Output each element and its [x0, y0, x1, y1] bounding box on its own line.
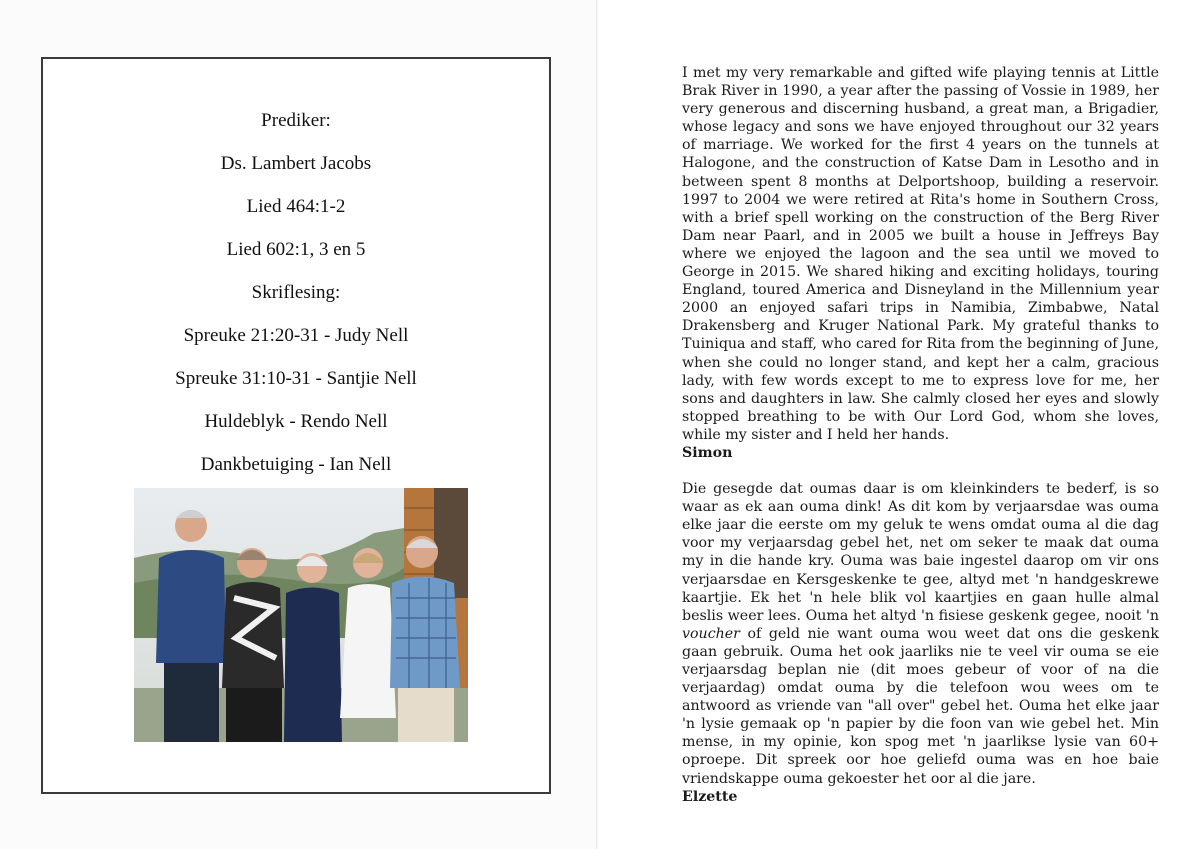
program-line-preacher-heading: Prediker:: [261, 110, 331, 131]
service-program: [43, 103, 549, 490]
tribute-elzette-text-part1: Die gesegde dat oumas daar is om kleinkinders te bederf, is so waar as ek aan ouma dink! As dit kom by verjaarsdae was ouma elke jaar die eerste om my geluk te wens omdat ouma al die dag voor my verjaarsdag gebel het, net om seker te maak dat ouma my in die hande kry. Ouma was baie ingestel daarop om vir ons verjaarsdae en Kersgeskenke te gee, altyd met 'n handgeskrewe kaartjie. Ek het 'n hele blik vol kaartjies en gaan hulle almal beslis weer lees. Ouma het altyd 'n fisiese geskenk gegee, nooit 'n: [682, 481, 1159, 624]
program-line-tribute: Huldeblyk - Rendo Nell: [204, 411, 388, 432]
program-line-hymn-1: Lied 464:1-2: [246, 196, 346, 217]
program-line-reading-1: Spreuke 21:20-31 - Judy Nell: [183, 325, 409, 346]
program-frame: [41, 57, 551, 794]
tribute-simon-signature: Simon: [682, 444, 733, 461]
family-photo: [134, 488, 468, 742]
tribute-elzette-text: [682, 480, 1159, 788]
program-line-thanks: Dankbetuiging - Ian Nell: [200, 454, 392, 475]
family-photo-illustration: [134, 488, 468, 742]
left-page: [0, 0, 598, 849]
paragraph-gap: [682, 462, 1159, 480]
program-line-reading-2: Spreuke 31:10-31 - Santjie Nell: [175, 368, 417, 389]
tribute-elzette-italic-word: voucher: [682, 625, 740, 642]
program-line-preacher: Ds. Lambert Jacobs: [220, 153, 372, 174]
tributes-column: [682, 64, 1159, 806]
program-line-reading-heading: Skriflesing:: [251, 282, 341, 303]
tribute-simon-text: I met my very remarkable and gifted wife playing tennis at Little Brak River in 1990, a year after the passing of Vossie in 1989, her very generous and discerning husband, a great man, a Brigadier, whose legacy and sons we have enjoyed throughout our 32 years of marriage. We worked for the first 4 years on the tunnels at Halogone, and the construction of Katse Dam in Lesotho and in between spent 8 months at Delportshoop, building a reservoir. 1997 to 2004 we were retired at Rita's home in Southern Cross, with a brief spell working on the construction of the Berg River Dam near Paarl, and in 2005 we built a house in Jeffreys Bay where we enjoyed the lagoon and the sea until we moved to George in 2015. We shared hiking and exciting holidays, touring England, toured America and Disneyland in the Millennium year 2000 an enjoyed safari trips in Namibia, Zimbabwe, Natal Drakensberg and Kruger National Park. My grateful thanks to Tuiniqua and staff, who cared for Rita from the beginning of June, when she could no longer stand, and kept her a calm, gracious lady, with few words except to me to express love for me, her sons and daughters in law. She calmly closed her eyes and slowly stopped breathing to be with Our Lord God, whom she loves, while my sister and I held her hands.: [682, 65, 1159, 443]
tribute-elzette-signature: Elzette: [682, 788, 738, 805]
tribute-elzette-text-part2: of geld nie want ouma wou weet dat ons die geskenk gaan gebruik. Ouma het ook jaarliks nie te veel vir ouma se eie verjaarsdag beplan nie (dit moes gebeur of voor of na die verjaardag) omdat ouma by die telefoon wou wees om te antwoord as vriende van "all over" gebel het. Ouma het elke jaar 'n lysie gemaak op 'n papier by die foon van wie gebel het. Min mense, in my opinie, kon spog met 'n jaarlikse lysie van 60+ oproepe. Dit spreek oor hoe geliefd ouma was en hoe baie vriendskappe ouma gekoester het oor al die jare.: [682, 625, 1159, 787]
program-line-hymn-2: Lied 602:1, 3 en 5: [226, 239, 366, 260]
